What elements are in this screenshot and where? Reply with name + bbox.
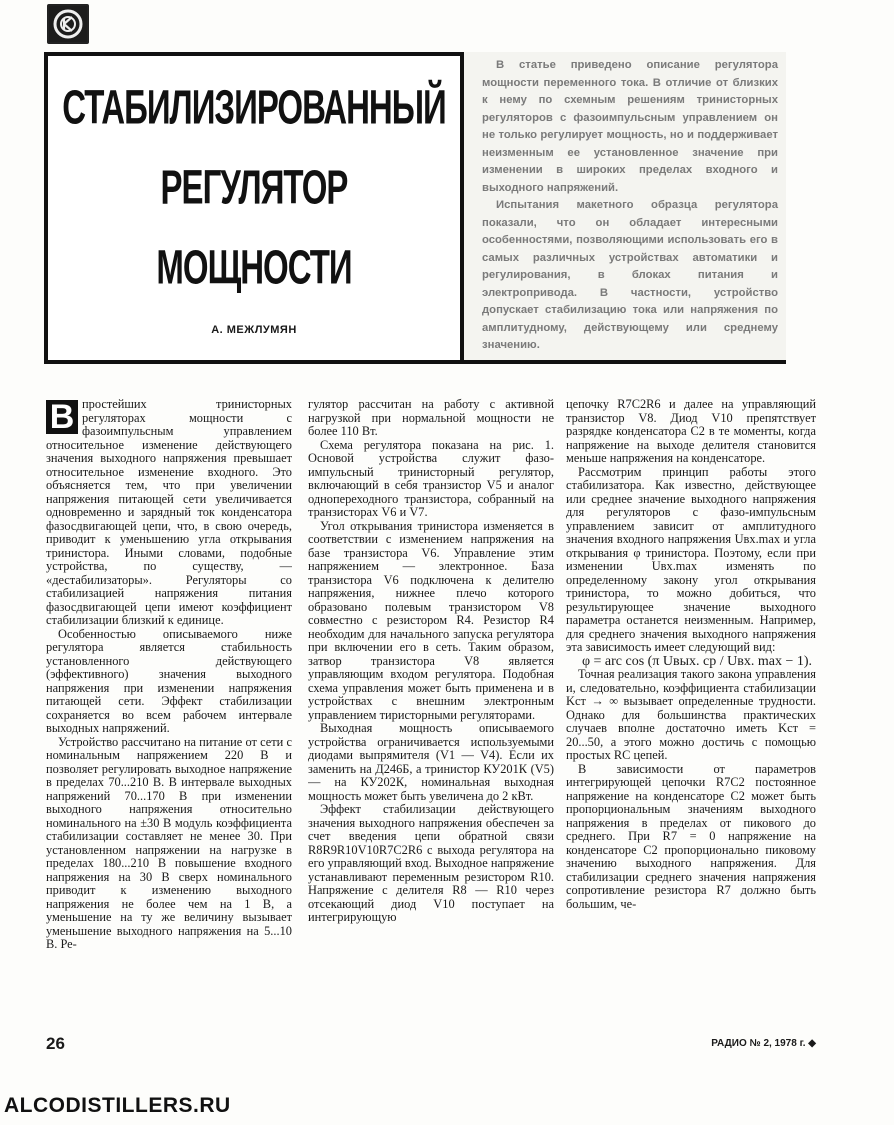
body-paragraph: Особенностью описываемого ниже регулятора является стабильность установленного действующего (эффективного) значения выходного напряжения при изменении напряжения питающей сети. Эффект стабилизации сохраняется во всем рабочем интервале выходных напряжений. xyxy=(46,626,292,735)
body-paragraph: Рассмотрим принцип работы этого стабилизатора. Как известно, действующее или среднее значение выходного напряжения для регуляторов с фазо-импульсным управлением зависит от амплитудного значения входного напряжения Uвх.max и угла открывания φ тринистора. Поэтому, если при изменении Uвх.max изменять по определенному закону угол открывания тринистора, то можно добиться, что результирующее значение выходного параметра останется неизменным. Например, для среднего значения выходного напряжения эта зависимость имеет следующий вид: xyxy=(566,464,816,654)
body-paragraph: Угол открывания тринистора изменяется в соответствии с изменением напряжения на базе транзистора V6. Управление этим напряжением — электронное. База транзистора V6 подключена к делителю напряжения, нижнее плечо которого образовано полевым транзистором V8 совместно с резистором R4. Резистор R4 необходим для начального запуска регулятора при включении его в сеть. Таким образом, затвор транзистора V8 является управляющим входом регулятора. Подобная схема управления может быть применена и в устройствах с внешним электронным управлением тиристорными регуляторами. xyxy=(308,518,554,722)
body-paragraph: В зависимости от параметров интегрирующей цепочки R7C2 постоянное напряжение на конденсаторе C2 может быть пропорциональным значениям выходного напряжения в пределах от пикового до среднего. При R7 = 0 напряжение на конденсаторе C2 пропорционально пиковому значению выходного напряжения. Для стабилизации среднего значения напряжения сопротивление резистора R7 должно быть большим, че- xyxy=(566,761,816,911)
body-paragraph: В простейших тринисторных регуляторах мощности с фазоимпульсным управлением относительное изменение действующего значения выходного напряжения превышает относительное изменение входного. Это объясняется тем, что при увеличении напряжения питающей сети увеличивается одновременно и зарядный ток конденсатора фазосдвигающей цепи, что, в свою очередь, приводит к уменьшению угла открывания тринистора. Иными словами, подобные устройства, по существу, — «дестабилизаторы». Регуляторы со стабилизацией напряжения питания фазосдвигающей цепи имеют коэффициент стабилизации близкий к единице. xyxy=(46,398,292,627)
magazine-issue: РАДИО № 2, 1978 г. ◆ xyxy=(711,1038,816,1049)
text-column-2 xyxy=(308,398,554,1038)
body-paragraph: гулятор рассчитан на работу с активной нагрузкой при нормальной мощности не более 110 Вт. xyxy=(308,398,554,438)
lead-paragraph: В статье приведено описание регулятора мощности переменного тока. В отличие от близких к нему по схемным решениям тринисторных регуляторов с фазоимпульсным управлением он не только регулирует мощность, но и поддерживает неизменным ее установленное значение при изменении в широких пределах входного и выходного напряжений. xyxy=(482,59,778,194)
formula: φ = arc cos (π Uвых. ср / Uвх. max − 1). xyxy=(581,653,813,669)
article-title-line-2: РЕГУЛЯТОР xyxy=(160,160,348,214)
article-author: А. МЕЖЛУМЯН xyxy=(211,324,297,336)
body-paragraph: Точная реализация такого закона управления и, следовательно, коэффициента стабилизации Kст → ∞ вызывает определенные трудности. Однако для большинства практических случаев вполне достаточно иметь Kст = 20...50, а этого можно достичь с помощью простых RC цепей. xyxy=(566,667,816,762)
body-paragraph: Схема регулятора показана на рис. 1. Основой устройства служит фазо-импульсный тринисторный регулятор, включающий в себя транзистор V5 и аналог однопереходного транзистора, собранный на транзисторах V6 и V7. xyxy=(308,437,554,519)
page-number: 26 xyxy=(46,1034,65,1053)
body-paragraph: Устройство рассчитано на питание от сети с номинальным напряжением 220 В и позволяет регулировать выходное напряжение в пределах 70...210 В. В интервале выходных напряжений 70...170 В при изменении выходного напряжения относительно номинального на ±30 В модуль коэффициента стабилизации составляет не менее 30. При установленном напряжении на нагрузке в пределах 180...210 В повышение входного напряжения на 30 В сверх номинального приводит к изменению выходного напряжения не более чем на 1 В, а уменьшение на ту же величину вызывает уменьшение выходного напряжения на 5...10 В. Ре- xyxy=(46,734,292,951)
body-paragraph: Выходная мощность описываемого устройства ограничивается используемыми диодами выпрямителя (V1 — V4). Если их заменить на Д246Б, а тринистор КУ201К (V5) — на КУ202К, номинальная выходная мощность может быть увеличена до 2 кВт. xyxy=(308,721,554,803)
body-paragraph: цепочку R7C2R6 и далее на управляющий транзистор V8. Диод V10 препятствует разрядке конденсатора C2 в те моменты, когда напряжение на выходе делителя становится меньше напряжения на конденсаторе. xyxy=(566,398,816,465)
article-title-line-3: МОЩНОСТИ xyxy=(156,240,352,294)
drop-cap: В xyxy=(46,400,78,434)
text-column-1 xyxy=(46,398,292,1038)
text-column-3 xyxy=(566,398,816,1038)
rubric-logo-icon xyxy=(47,4,89,44)
article-title-line-1: СТАБИЛИЗИРОВАННЫЙ xyxy=(62,80,446,134)
lead-abstract xyxy=(464,52,786,364)
title-box xyxy=(44,52,464,364)
body-paragraph: Эффект стабилизации действующего значения выходного напряжения обеспечен за счет введения цепи обратной связи R8R9R10V10R7C2R6 с выхода регулятора на его управляющий вход. Выходное напряжение устанавливают переменным резистором R10. Напряжение с делителя R8 — R10 через отсекающий диод V10 поступает на интегрирующую xyxy=(308,802,554,924)
lead-paragraph: Испытания макетного образца регулятора показали, что он обладает интересными особенностями, позволяющими использовать его в самых различных устройствах автоматики и регулирования, в блоках питания и электропривода. В частности, устройство допускает стабилизацию тока или напряжения по амплитудному, действующему или среднему значению. xyxy=(482,199,778,351)
site-watermark: ALCODISTILLERS.RU xyxy=(4,1094,231,1117)
